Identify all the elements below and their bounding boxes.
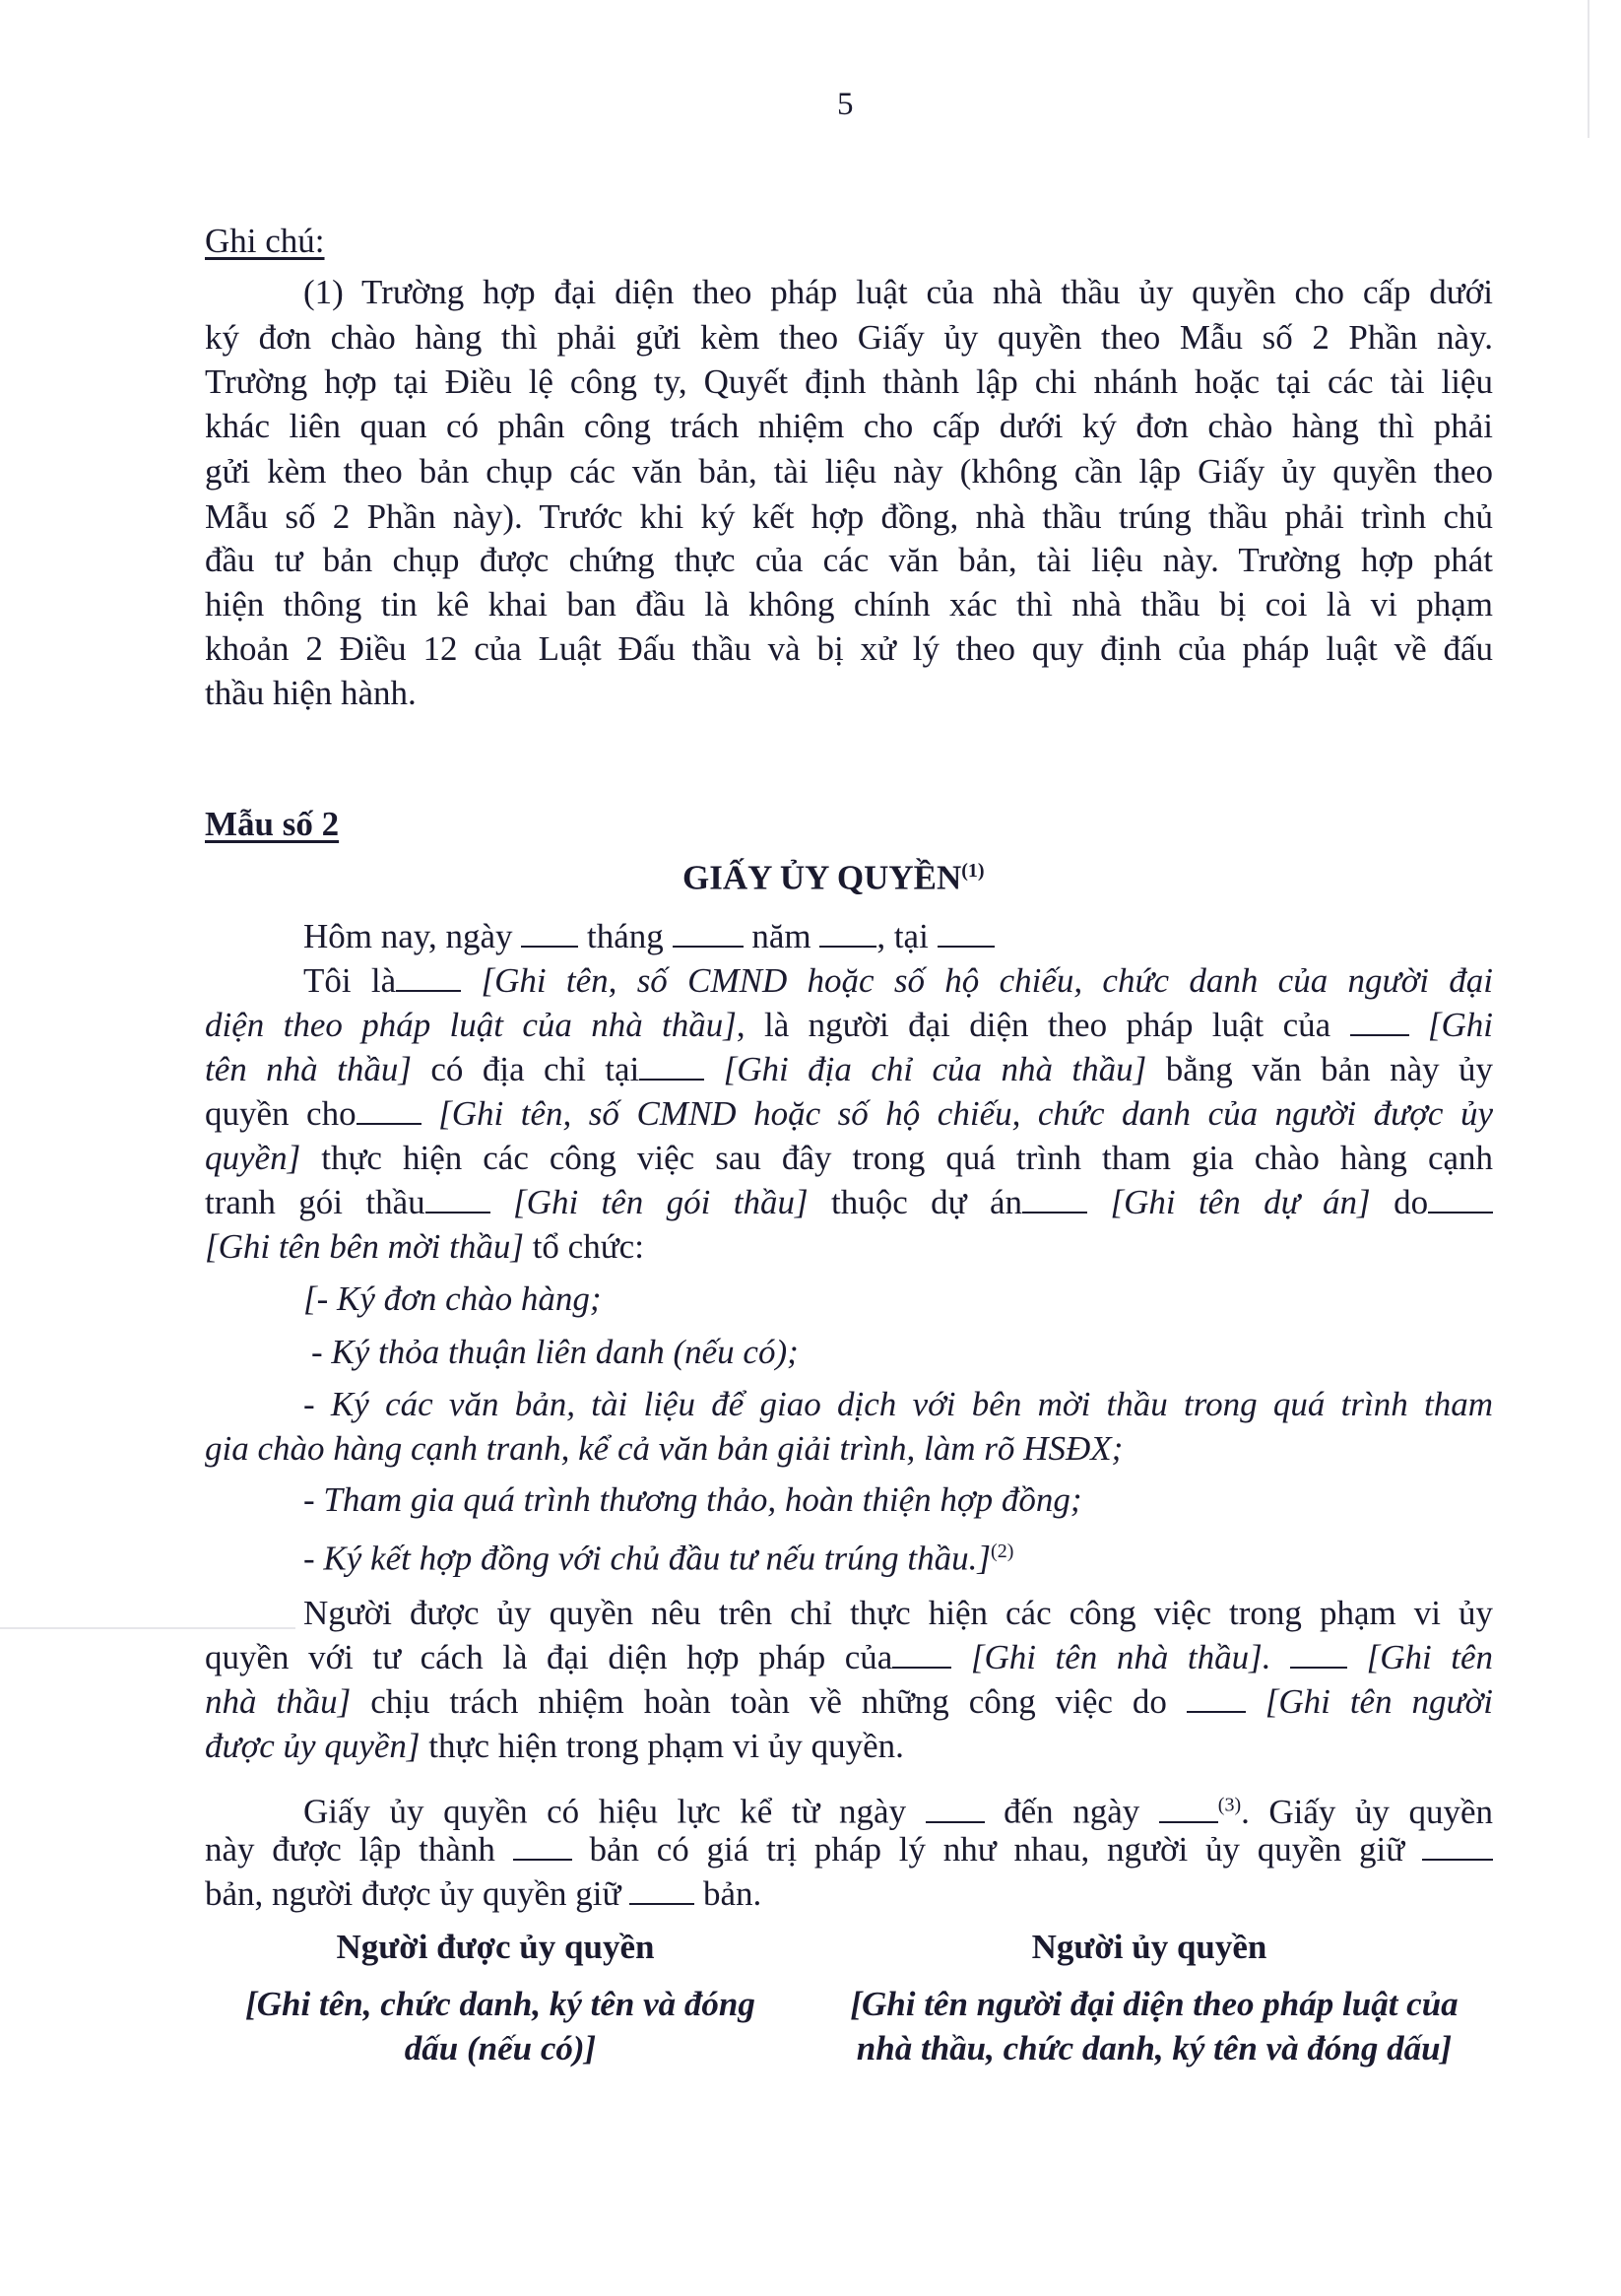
blank-field [639, 1049, 704, 1081]
notes-line: khác liên quan có phân công trách nhiệm cho cấp dưới ký đơn chào hàng thì phải [205, 407, 1493, 445]
para1-text: tổ chức: [532, 1227, 644, 1266]
task-item: - Ký các văn bản, tài liệu để giao dịch với bên mời thầu trong quá trình tham [303, 1385, 1493, 1423]
date-line-text: Hôm nay, ngày [303, 917, 513, 955]
scan-line-mark [0, 1627, 295, 1629]
task-note: (2) [991, 1541, 1014, 1562]
para2-line [205, 1724, 904, 1768]
para1-instruction: [Ghi địa chỉ của nhà thầu] [723, 1050, 1147, 1088]
para3-line [205, 1871, 761, 1916]
blank-day [521, 916, 578, 948]
notes-line: Trường hợp tại Điều lệ công ty, Quyết định thành lập chi nhánh hoặc tại các tài liệu [205, 362, 1493, 401]
blank-field [1022, 1182, 1087, 1214]
para1-instruction: tên nhà thầu] [205, 1050, 412, 1088]
para1-text: quyền cho [205, 1094, 357, 1133]
para3-text: bản có giá trị pháp lý như nhau, người ủy quyền giữ [589, 1830, 1405, 1869]
para1-line [205, 1003, 1493, 1047]
para1-instruction: [Ghi tên bên mời thầu] [205, 1227, 524, 1266]
para2-instruction: được ủy quyền] [205, 1727, 421, 1765]
form-title [682, 849, 985, 900]
blank-field [1422, 1829, 1493, 1861]
para3-text: bản. [702, 1874, 762, 1913]
para2-text: chịu trách nhiệm hoàn toàn về những công việc do [370, 1682, 1167, 1721]
form-title-note: (1) [961, 860, 985, 882]
signature-right-note: [Ghi tên người đại diện theo pháp luật của [850, 1985, 1459, 2023]
para1-line [205, 1180, 1493, 1224]
date-line-text: năm [751, 917, 811, 955]
para1-text: , là người đại diện theo pháp luật của [736, 1006, 1331, 1044]
para1-text: do [1394, 1183, 1429, 1221]
blank-field [1290, 1637, 1347, 1669]
date-line-text: tháng [587, 917, 664, 955]
notes-heading: Ghi chú: [205, 222, 325, 260]
blank-field [425, 1182, 490, 1214]
task-item [303, 1530, 1013, 1581]
page-number: 5 [837, 87, 854, 122]
para1-instruction: quyền] [205, 1139, 301, 1177]
para2-line: Người được ủy quyền nêu trên chỉ thực hiện các công việc trong phạm vi ủy [303, 1594, 1493, 1632]
para2-line [205, 1679, 1493, 1724]
notes-line: thầu hiện hành. [205, 674, 417, 712]
form-title-text: GIẤY ỦY QUYỀN [682, 858, 962, 897]
blank-field [1159, 1792, 1218, 1823]
notes-line: ký đơn chào hàng thì phải gửi kèm theo Giấy ủy quyền theo Mẫu số 2 Phần này. [205, 318, 1493, 357]
para3-line [205, 1827, 1493, 1871]
notes-line: Mẫu số 2 Phần này). Trước khi ký kết hợp đồng, nhà thầu trúng thầu phải trình chủ [205, 497, 1493, 536]
signature-left-title: Người được ủy quyền [336, 1928, 655, 1966]
para1-text: Tôi là [303, 961, 397, 1000]
notes-line: (1) Trường hợp đại diện theo pháp luật của nhà thầu ủy quyền cho cấp dưới [303, 273, 1493, 311]
para1-text: thuộc dự án [831, 1183, 1023, 1221]
notes-line: gửi kèm theo bản chụp các văn bản, tài liệu này (không cần lập Giấy ủy quyền theo [205, 452, 1493, 491]
para1-text: thực hiện các công việc sau đây trong quá trình tham gia chào hàng cạnh [321, 1139, 1494, 1177]
task-text: - Ký kết hợp đồng với chủ đầu tư nếu trúng thầu.] [303, 1539, 992, 1578]
task-item: gia chào hàng cạnh tranh, kể cả văn bản giải trình, làm rõ HSĐX; [205, 1429, 1124, 1468]
blank-field [357, 1093, 421, 1125]
para1-line [205, 1047, 1493, 1091]
blank-field [926, 1792, 985, 1823]
para1-instruction: [Ghi tên, số CMND hoặc số hộ chiếu, chức danh của người đại [481, 961, 1493, 1000]
para1-line [205, 1136, 1493, 1180]
para3-text: này được lập thành [205, 1830, 495, 1869]
notes-line: hiện thông tin kê khai ban đầu là không chính xác thì nhà thầu bị coi là vi phạm [205, 585, 1493, 623]
signature-right-title: Người ủy quyền [1031, 1928, 1267, 1966]
para3-line [303, 1783, 1493, 1834]
para1-instruction: [Ghi tên, số CMND hoặc số hộ chiếu, chức danh của người được ủy [438, 1094, 1494, 1133]
para3-note: (3) [1217, 1794, 1242, 1815]
blank-place [938, 916, 995, 948]
para1-text: bằng văn bản này ủy [1165, 1050, 1494, 1088]
task-item: [- Ký đơn chào hàng; [303, 1279, 602, 1318]
para1-instruction: diện theo pháp luật của nhà thầu] [205, 1006, 737, 1044]
blank-field [1350, 1005, 1409, 1036]
para1-line [303, 958, 1493, 1003]
signature-left-note: dấu (nếu có)] [404, 2029, 597, 2067]
notes-line: đầu tư bản chụp được chứng thực của các văn bản, tài liệu này. Trường hợp phát [205, 541, 1493, 579]
task-item: - Tham gia quá trình thương thảo, hoàn thiện hợp đồng; [303, 1480, 1082, 1519]
para3-text: . Giấy ủy quyền [1241, 1792, 1494, 1831]
para2-instruction: [Ghi tên nhà thầu]. [970, 1638, 1271, 1676]
para2-line [205, 1635, 1493, 1679]
para1-line [205, 1091, 1493, 1136]
para3-text: bản, người được ủy quyền giữ [205, 1874, 621, 1913]
para2-instruction: [Ghi tên người [1264, 1682, 1494, 1721]
date-line [303, 914, 995, 958]
para1-instruction: [Ghi [1427, 1006, 1493, 1044]
para1-line [205, 1224, 644, 1269]
para2-instruction: nhà thầu] [205, 1682, 352, 1721]
form-label: Mẫu số 2 [205, 805, 340, 843]
para3-text: đến ngày [1004, 1792, 1140, 1831]
blank-field [1187, 1681, 1246, 1713]
blank-field [629, 1873, 694, 1905]
para1-text: có địa chỉ tại [430, 1050, 640, 1088]
para3-text: Giấy ủy quyền có hiệu lực kể từ ngày [303, 1792, 907, 1831]
signature-right-note: nhà thầu, chức danh, ký tên và đóng dấu] [856, 2029, 1453, 2067]
blank-field [513, 1829, 572, 1861]
blank-field [892, 1637, 951, 1669]
task-item: - Ký thỏa thuận liên danh (nếu có); [311, 1333, 799, 1371]
blank-month [673, 916, 744, 948]
para1-text: tranh gói thầu [205, 1183, 425, 1221]
para2-text: quyền với tư cách là đại diện hợp pháp của [205, 1638, 893, 1676]
para1-instruction: [Ghi tên dự án] [1110, 1183, 1371, 1221]
date-line-text: , tại [876, 917, 929, 955]
blank-field [396, 960, 461, 992]
para1-instruction: [Ghi tên gói thầu] [513, 1183, 809, 1221]
notes-line: khoản 2 Điều 12 của Luật Đấu thầu và bị xử lý theo quy định của pháp luật về đấu [205, 629, 1493, 668]
scan-edge-mark [1588, 0, 1589, 138]
para2-instruction: [Ghi tên [1366, 1638, 1493, 1676]
blank-field [1428, 1182, 1493, 1214]
blank-year [819, 916, 876, 948]
signature-left-note: [Ghi tên, chức danh, ký tên và đóng [245, 1985, 755, 2023]
para2-text: thực hiện trong phạm vi ủy quyền. [428, 1727, 904, 1765]
